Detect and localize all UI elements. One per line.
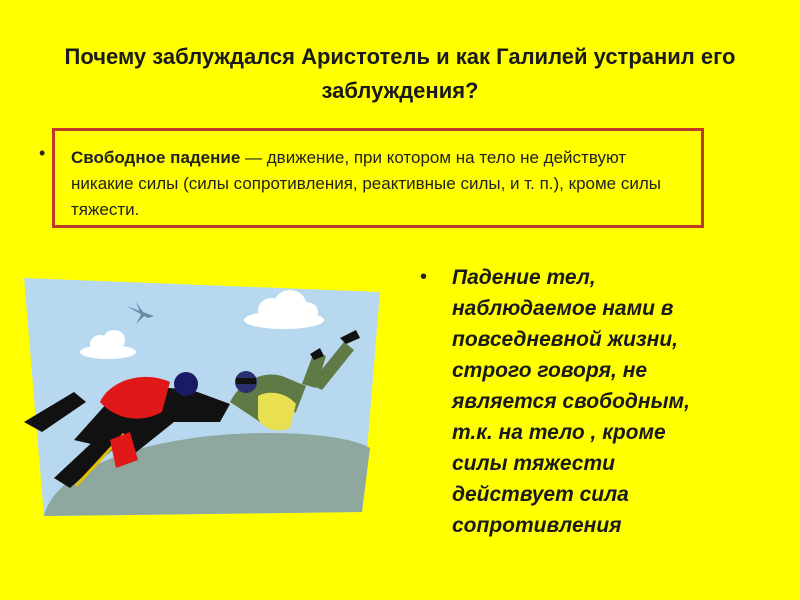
definition-box: [39, 128, 704, 228]
definition-rest: — движение, при котором на тело не действуют никакие силы (силы сопротивления, реактивные силы, и т. п.), кроме силы тяжести.: [71, 148, 661, 219]
definition-text: [71, 145, 691, 223]
definition-term: Свободное падение: [71, 148, 241, 167]
skydivers-illustration: [14, 272, 386, 522]
bullet: •: [39, 143, 46, 163]
slide-title: Почему заблуждался Аристотель и как Галилей устранил его заблуждения?: [64, 44, 736, 103]
bullet: •: [420, 266, 428, 288]
right-column-text: Падение тел, наблюдаемое нами в повседневной жизни, строго говоря, не является свободным, т.к. на тело , кроме силы тяжести действует сила сопротивления: [452, 266, 690, 537]
